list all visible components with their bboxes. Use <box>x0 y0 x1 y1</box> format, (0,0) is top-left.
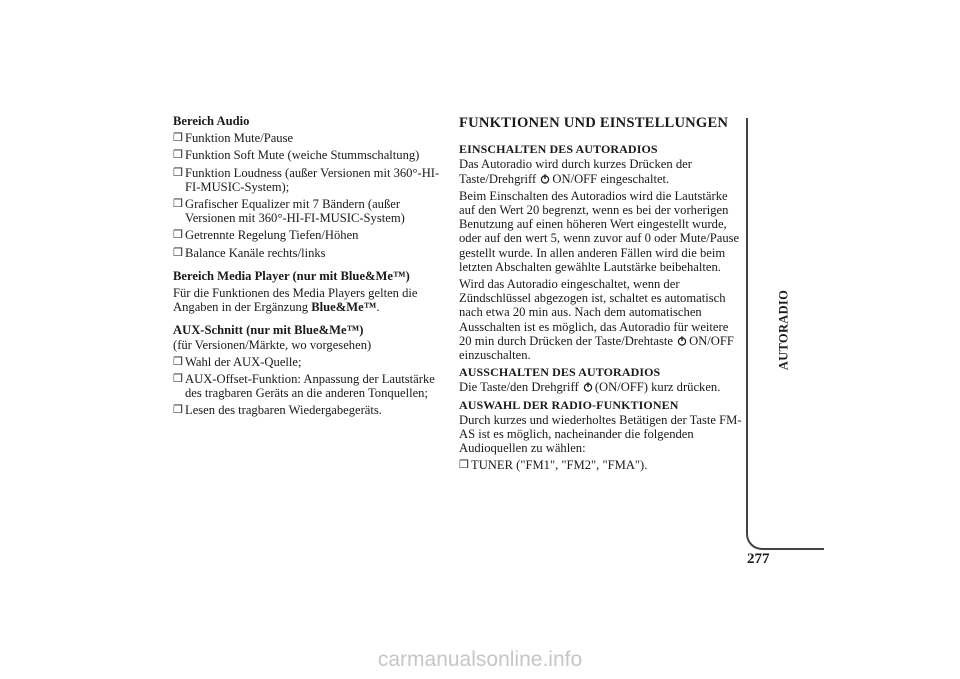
audio-list <box>173 131 445 260</box>
switch-on-paragraph-1: Das Autoradio wird durch kurzes Drücken der Taste/Drehgriff ON/OFF eingeschaltet. <box>459 157 692 186</box>
bullet-box: ❒ <box>173 132 183 145</box>
media-section-title: Bereich Media Player (nur mit Blue&Me™) <box>173 268 410 283</box>
switch-off-heading: AUSSCHALTEN DES AUTORADIOS <box>459 365 661 380</box>
chapter-tab-label: AUTORADIO <box>776 289 791 371</box>
audio-section-title: Bereich Audio <box>173 114 250 128</box>
left-column <box>173 114 445 421</box>
aux-list <box>173 355 445 418</box>
audio-list-item: ❒ Funktion Mute/Pause <box>173 131 294 146</box>
power-knob-icon <box>677 336 687 346</box>
bullet-box: ❒ <box>173 355 183 368</box>
media-paragraph: Für die Funktionen des Media Players gelten die Angaben in der Ergänzung Blue&Me™. <box>173 286 418 315</box>
power-knob-icon <box>583 382 593 392</box>
blue-me-reference: Blue&Me™ <box>311 300 377 315</box>
main-heading: FUNKTIONEN UND EINSTELLUNGEN <box>459 115 729 131</box>
power-knob-icon <box>540 174 550 184</box>
aux-list-item: ❒ Lesen des tragbaren Wiedergabegeräts. <box>173 403 382 418</box>
switch-on-paragraph-2: Beim Einschalten des Autoradios wird die Lautstärke auf den Wert 20 begrenzt, wenn es bei der vorherigen Benutzung auf einen höheren Wert eingestellt wurde, oder auf den wert 5, wenn zuvor auf 0 oder Mute/Pause gestellt wurde. In allen anderen Fällen wird die beim letzten Abschalten gewählte Lautstärke beibehalten. <box>459 188 740 274</box>
switch-on-heading: EINSCHALTEN DES AUTORADIOS <box>459 142 658 157</box>
bullet-box: ❒ <box>173 404 183 417</box>
bullet-box: ❒ <box>173 246 183 259</box>
page-number: 277 <box>747 551 770 567</box>
aux-subtitle: (für Versionen/Märkte, wo vorgesehen) <box>173 337 372 352</box>
bullet-box: ❒ <box>173 373 183 386</box>
audio-list-item: ❒ Getrennte Regelung Tiefen/Höhen <box>173 228 359 243</box>
bullet-box: ❒ <box>173 149 183 162</box>
audio-list-item: ❒ Balance Kanäle rechts/links <box>173 245 326 260</box>
audio-list-item: ❒ Funktion Loudness (außer Versionen mit 360°-HI-FI-MUSIC-System); <box>173 165 440 194</box>
aux-section-title: AUX-Schnitt (nur mit Blue&Me™) <box>173 323 364 338</box>
aux-list-item: ❒ Wahl der AUX-Quelle; <box>173 354 302 369</box>
audio-list-item: ❒ Grafischer Equalizer mit 7 Bändern (außer Versionen mit 360°-HI-FI-MUSIC-System) <box>173 197 405 226</box>
bullet-box: ❒ <box>173 229 183 242</box>
radio-functions-heading: AUSWAHL DER RADIO-FUNKTIONEN <box>459 397 679 412</box>
switch-off-paragraph: Die Taste/den Drehgriff (ON/OFF) kurz drücken. <box>459 380 721 395</box>
right-column <box>459 114 744 476</box>
bullet-box: ❒ <box>173 166 183 179</box>
radio-source-item: ❒ TUNER ("FM1", "FM2", "FMA"). <box>459 458 648 473</box>
aux-list-item: ❒ AUX-Offset-Funktion: Anpassung der Lautstärke des tragbaren Geräts an die anderen Tonquellen; <box>173 372 435 401</box>
audio-list-item: ❒ Funktion Soft Mute (weiche Stummschaltung) <box>173 148 420 163</box>
watermark: carmanualsonline.info <box>377 648 583 671</box>
bullet-box: ❒ <box>173 198 183 211</box>
bullet-box: ❒ <box>459 459 469 472</box>
radio-functions-paragraph: Durch kurzes und wiederholtes Betätigen der Taste FM-AS ist es möglich, nacheinander die folgenden Audioquellen zu wählen: <box>459 412 742 456</box>
switch-on-paragraph-3: Wird das Autoradio eingeschaltet, wenn der Zündschlüssel abgezogen ist, schaltet es automatisch nach etwa 20 min aus. Nach dem automatischen Ausschalten ist es möglich, das Autoradio für weitere 20 min durch Drücken der Taste/Drehtaste ON/OFF einzuschalten. <box>459 277 734 363</box>
